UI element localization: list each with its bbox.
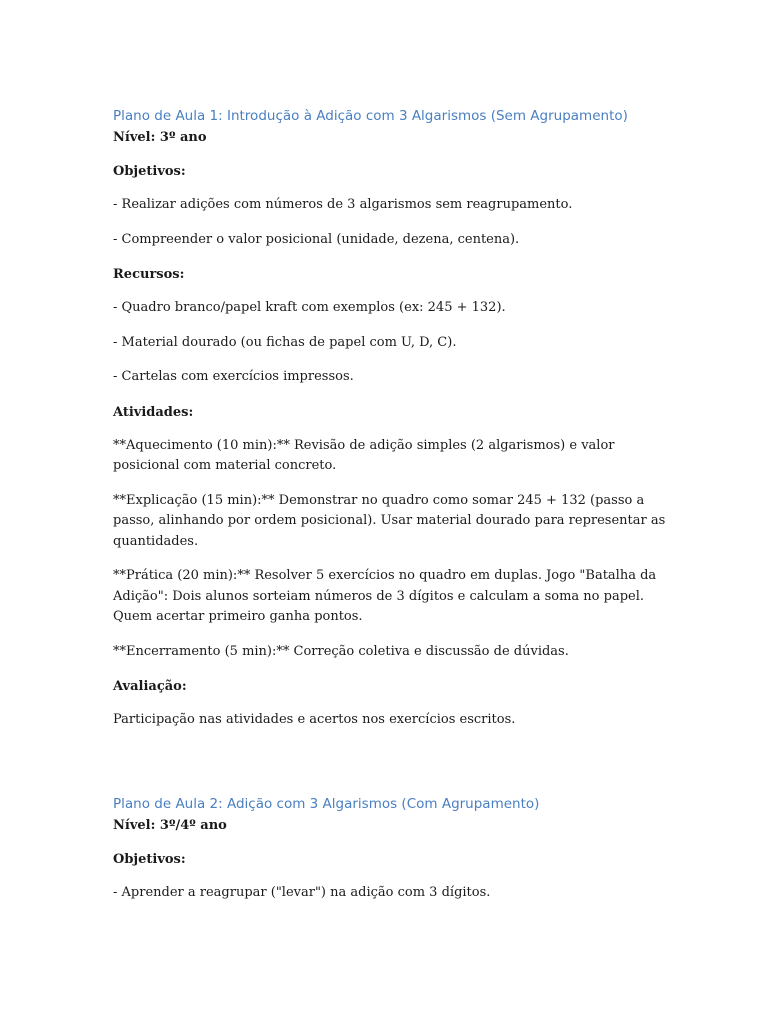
evaluation-heading: Avaliação: (113, 679, 187, 694)
objectives-heading: Objetivos: (113, 851, 186, 867)
activities-heading: Atividades: (113, 404, 194, 420)
objective-item: - Aprender a reagrupar ("levar") na adição com 3 dígitos. (113, 884, 491, 900)
plan-level: Nível: 3º/4º ano (113, 817, 227, 833)
objectives-list (113, 195, 673, 250)
activity-item: **Aquecimento (10 min):** Revisão de adição simples (2 algarismos) e valor posicional com material concreto. (113, 437, 615, 473)
lesson-plan-1 (113, 106, 673, 731)
activities-list (113, 436, 673, 663)
objective-item: - Realizar adições com números de 3 algarismos sem reagrupamento. (113, 197, 573, 212)
resources-heading: Recursos: (113, 267, 185, 282)
resource-item: - Quadro branco/papel kraft com exemplos (ex: 245 + 132). (113, 300, 506, 315)
activity-item: **Encerramento (5 min):** Correção coletiva e discussão de dúvidas. (113, 643, 569, 659)
lesson-plan-2 (113, 794, 673, 904)
objectives-list (113, 883, 673, 904)
document-page (113, 106, 673, 903)
resources-list (113, 298, 673, 388)
evaluation-text: Participação nas atividades e acertos nos exercícios escritos. (113, 712, 516, 727)
plan-level: Nível: 3º ano (113, 130, 207, 145)
objectives-heading: Objetivos: (113, 164, 186, 179)
objective-item: - Compreender o valor posicional (unidade, dezena, centena). (113, 231, 520, 247)
resource-item: - Cartelas com exercícios impressos. (113, 369, 354, 384)
plan-title: Plano de Aula 2: Adição com 3 Algarismos (Com Agrupamento) (113, 795, 540, 812)
resource-item: - Material dourado (ou fichas de papel com U, D, C). (113, 334, 457, 350)
activity-item: **Prática (20 min):** Resolver 5 exercícios no quadro em duplas. Jogo "Batalha da Adição": Dois alunos sorteiam números de 3 dígitos e calculam a soma no papel. Quem acertar primeiro ganha pontos. (113, 568, 657, 624)
activity-item: **Explicação (15 min):** Demonstrar no quadro como somar 245 + 132 (passo a passo, alinhando por ordem posicional). Usar material dourado para representar as quantidades. (113, 492, 666, 549)
plan-title: Plano de Aula 1: Introdução à Adição com 3 Algarismos (Sem Agrupamento) (113, 108, 628, 124)
